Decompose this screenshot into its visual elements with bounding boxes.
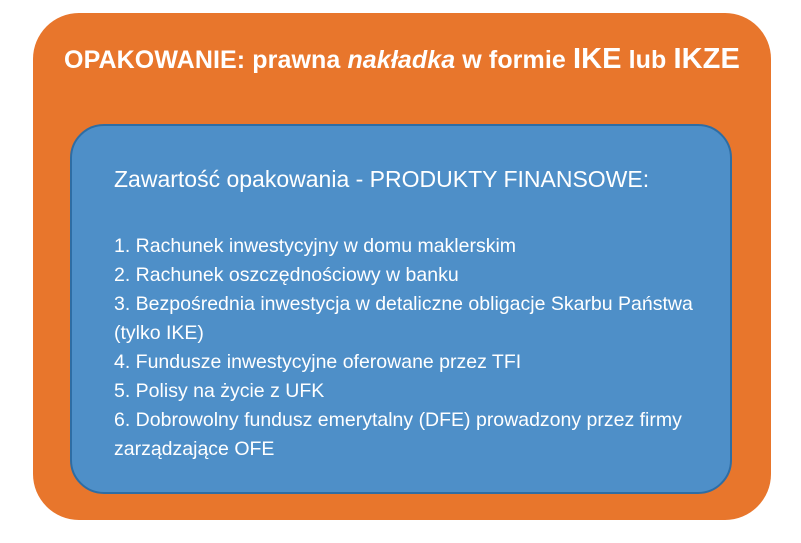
title-first-acronym: IKE [572,43,622,75]
list-item: 3. Bezpośrednia inwestycja w detaliczne obligacje Skarbu Państwa (tylko IKE) [114,293,693,344]
list-item: 4. Fundusze inwestycyjne oferowane przez TFI [114,351,522,373]
outer-orange-container [33,13,771,520]
inner-blue-container [70,124,732,494]
title-conjunction: lub [621,46,674,74]
title-second-acronym: IKZE [673,43,740,75]
title-emphasis: nakładka [347,46,456,74]
list-item: 6. Dobrowolny fundusz emerytalny (DFE) prowadzony przez firmy zarządzające OFE [114,409,682,460]
list-item: 2. Rachunek oszczędnościowy w banku [114,264,459,286]
inner-container-heading: Zawartość opakowania - PRODUKTY FINANSOWE: [114,166,650,192]
outer-container-title [33,43,771,76]
financial-products-list [114,232,704,464]
list-item: 5. Polisy na życie z UFK [114,380,325,402]
list-item: 1. Rachunek inwestycyjny w domu maklerskim [114,235,517,257]
title-middle: w formie [455,46,573,74]
title-prefix: OPAKOWANIE: prawna [64,46,348,74]
